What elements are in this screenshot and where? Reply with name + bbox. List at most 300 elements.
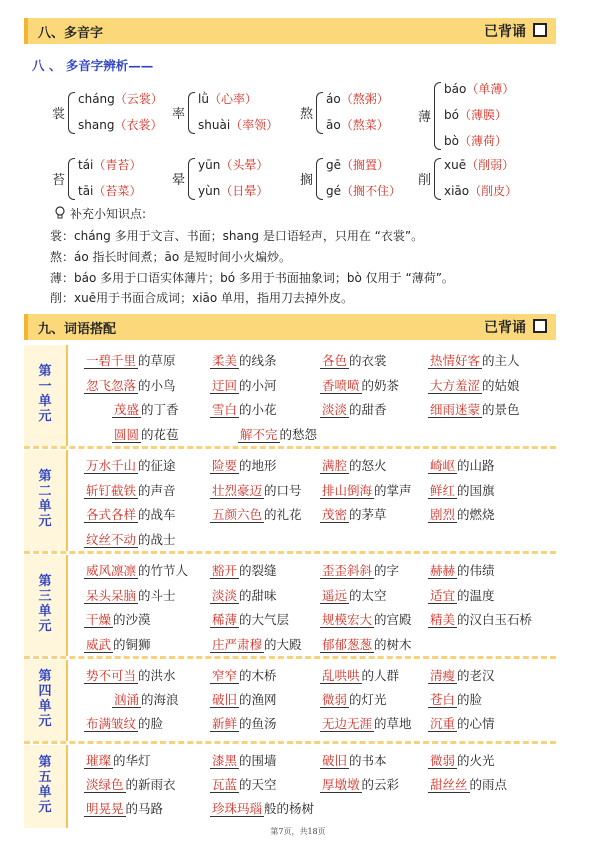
answer-word: 险要 — [212, 458, 238, 473]
answer-word: 厚墩墩 — [322, 777, 360, 792]
polyphone-char: 苔 — [52, 173, 66, 188]
noun-phrase: 的丁香 — [141, 402, 179, 417]
example-word: 搁不住 — [353, 184, 390, 198]
answer-word: 汹涌 — [114, 692, 140, 707]
polyphone-char: 晕 — [172, 173, 186, 188]
answer-word: 沉重 — [430, 716, 456, 731]
noun-phrase: 的奶茶 — [361, 377, 400, 393]
memorized-label: 已背诵 — [484, 24, 526, 40]
collocation-phrase — [210, 505, 302, 523]
polyphone-reading — [326, 116, 389, 133]
answer-word: 呆头呆脑 — [86, 587, 137, 603]
paren: （ — [466, 158, 479, 172]
example-word: 薄膜 — [470, 108, 495, 122]
paren: ） — [266, 118, 279, 132]
paren: （ — [114, 92, 127, 106]
noun-phrase: 的木桥 — [239, 668, 277, 683]
collocation-phrase — [320, 561, 399, 579]
collocation-phrase — [84, 530, 176, 548]
brace — [68, 158, 75, 200]
collocation-phrase — [320, 351, 387, 369]
memorized-label: 已背诵 — [484, 320, 526, 336]
pinyin: shuài — [198, 118, 231, 132]
collocation-phrase — [84, 666, 176, 684]
memorized-checkbox[interactable] — [533, 23, 547, 37]
noun-phrase: 的灯光 — [349, 692, 387, 707]
answer-word: 纹丝不动 — [86, 531, 137, 547]
noun-phrase: 的征途 — [138, 458, 176, 473]
collocation-phrase — [210, 481, 302, 499]
noun-phrase: 的燃烧 — [457, 507, 495, 522]
unit-label — [24, 345, 68, 446]
collocation-phrase — [84, 775, 176, 793]
polyphone-reading — [444, 106, 507, 123]
noun-phrase: 的战士 — [138, 531, 176, 547]
unit-label-text: 第五单元 — [38, 754, 52, 815]
collocation-phrase — [84, 586, 176, 604]
noun-phrase: 的山路 — [457, 458, 495, 473]
noun-phrase: 的马路 — [125, 801, 164, 816]
pinyin: tái — [78, 158, 94, 172]
noun-phrase: 的斗士 — [138, 587, 176, 603]
example-word: 衣裳 — [126, 118, 151, 132]
collocation-phrase — [320, 635, 412, 653]
answer-word: 甜丝丝 — [430, 777, 468, 792]
collocation-phrase — [84, 561, 188, 579]
paren: ） — [256, 158, 269, 172]
brace — [316, 158, 323, 200]
paren: ） — [376, 118, 389, 132]
example-word: 熬粥 — [352, 92, 377, 106]
noun-phrase: 的雨点 — [469, 777, 508, 792]
collocation-phrase — [428, 561, 495, 579]
answer-word: 威武 — [86, 636, 112, 652]
unit-label — [24, 555, 68, 656]
polyphone-reading — [198, 116, 278, 133]
answer-word: 圆圆 — [114, 426, 140, 442]
collocation-phrase — [210, 610, 289, 628]
noun-phrase: 的口号 — [264, 482, 302, 498]
collocation-phrase — [428, 610, 532, 628]
section-title: 八、多音字 — [38, 26, 104, 41]
tip-line: 削：xuē用于书面合成词；xiāo 单用，指用刀去掉外皮。 — [50, 291, 354, 305]
pinyin: tāi — [78, 184, 94, 198]
brace — [316, 92, 323, 134]
collocation-phrase — [320, 610, 412, 628]
noun-phrase: 的铜狮 — [113, 636, 151, 652]
answer-word: 稀薄 — [212, 612, 238, 627]
collocation-phrase — [84, 376, 176, 394]
answer-word: 布满皱纹 — [86, 716, 137, 731]
collocation-phrase — [428, 714, 495, 732]
unit-label-text: 第四单元 — [38, 668, 52, 729]
answer-word: 无边无涯 — [322, 716, 373, 731]
polyphone-reading — [198, 182, 268, 199]
paren: （ — [340, 92, 353, 106]
example-word: 日晕 — [232, 184, 257, 198]
paren: （ — [458, 108, 471, 122]
collocation-phrase — [210, 775, 277, 793]
answer-word: 适宜 — [430, 587, 456, 603]
answer-word: 满腔 — [322, 458, 348, 473]
paren: （ — [458, 134, 471, 148]
answer-word: 庄严肃穆 — [212, 636, 263, 652]
paren: （ — [469, 184, 482, 198]
collocation-phrase — [320, 400, 387, 418]
polyphone-char: 率 — [172, 107, 186, 122]
example-word: 青苔 — [105, 158, 130, 172]
collocation-phrase — [210, 635, 302, 653]
paren: ） — [129, 158, 142, 172]
polyphone-reading — [444, 132, 507, 149]
polyphone-reading — [444, 156, 514, 173]
answer-word: 新鲜 — [212, 716, 238, 731]
pinyin: shang — [78, 118, 115, 132]
noun-phrase: 的大气层 — [239, 612, 290, 627]
unit-label — [24, 745, 68, 828]
paren: （ — [220, 158, 233, 172]
collocation-phrase — [210, 751, 277, 769]
polyphone-reading — [326, 156, 389, 173]
noun-phrase: 的新雨衣 — [125, 777, 176, 792]
lightbulb-icon — [54, 206, 66, 220]
collocation-phrase — [428, 775, 507, 793]
answer-word: 豁开 — [212, 563, 238, 578]
noun-phrase: 的国旗 — [457, 482, 495, 498]
noun-phrase: 的花苞 — [141, 426, 179, 442]
noun-phrase: 的树木 — [374, 636, 412, 652]
paren: ） — [389, 184, 402, 198]
collocation-phrase — [320, 456, 387, 474]
noun-phrase: 的景色 — [482, 402, 520, 417]
example-word: 率领 — [242, 118, 267, 132]
answer-word: 规模宏大 — [322, 612, 373, 627]
collocation-phrase — [320, 666, 399, 684]
paren: （ — [93, 158, 106, 172]
paren: ） — [129, 184, 142, 198]
example-word: 削弱 — [478, 158, 503, 172]
answer-word: 崎岖 — [430, 458, 456, 473]
noun-phrase: 的草地 — [374, 716, 412, 731]
paren: （ — [114, 118, 127, 132]
example-word: 心率 — [220, 92, 245, 106]
memorized-checkbox[interactable] — [533, 319, 547, 333]
paren: ） — [502, 158, 515, 172]
noun-phrase: 的声音 — [138, 482, 176, 498]
answer-word: 歪歪斜斜 — [322, 563, 373, 578]
answer-word: 各式各样 — [86, 507, 137, 522]
paren: （ — [466, 82, 479, 96]
pinyin: yùn — [198, 184, 221, 198]
noun-phrase: 的草原 — [138, 353, 176, 368]
collocation-phrase — [320, 751, 387, 769]
paren: ） — [150, 92, 163, 106]
brace — [188, 158, 195, 200]
answer-word: 热情好客 — [430, 353, 481, 368]
pinyin: lǜ — [198, 92, 209, 106]
pinyin: xiāo — [444, 184, 470, 198]
answer-word: 赫赫 — [430, 563, 456, 578]
paren: （ — [230, 118, 243, 132]
answer-word: 淡淡 — [322, 402, 348, 417]
collocation-phrase — [428, 586, 495, 604]
collocation-phrase — [84, 481, 176, 499]
answer-word: 一碧千里 — [86, 353, 137, 368]
noun-phrase: 的掌声 — [374, 482, 412, 498]
collocation-phrase — [210, 799, 314, 817]
noun-phrase: 的裂缝 — [239, 563, 277, 578]
collocation-phrase — [210, 561, 277, 579]
collocation-phrase — [428, 505, 495, 523]
pinyin: yūn — [198, 158, 221, 172]
collocation-phrase — [84, 505, 176, 523]
answer-word: 忽飞忽落 — [86, 377, 137, 393]
collocation-phrase — [428, 376, 520, 394]
brace — [68, 92, 75, 134]
polyphone-reading — [198, 156, 268, 173]
pinyin: cháng — [78, 92, 115, 106]
noun-phrase: 的汉白玉石桥 — [457, 612, 533, 627]
noun-phrase: 的姑娘 — [482, 377, 520, 393]
unit-label — [24, 660, 68, 741]
noun-phrase: 的宫殿 — [374, 612, 412, 627]
collocation-phrase — [210, 456, 277, 474]
noun-phrase: 的战车 — [138, 507, 176, 522]
paren: （ — [220, 184, 233, 198]
example-word: 苔菜 — [105, 184, 130, 198]
answer-word: 威风凛凛 — [86, 563, 137, 578]
unit-label-text: 第一单元 — [38, 363, 52, 424]
noun-phrase: 的温度 — [457, 587, 495, 603]
noun-phrase: 的云彩 — [361, 777, 400, 792]
noun-phrase: 的甜味 — [239, 587, 277, 603]
answer-word: 微弱 — [430, 753, 456, 768]
answer-word: 窄窄 — [212, 668, 238, 683]
collocation-phrase — [84, 714, 163, 732]
paren: （ — [208, 92, 221, 106]
answer-word: 大方羞涩 — [430, 377, 481, 393]
unit-label-text: 第二单元 — [38, 468, 52, 529]
collocation-phrase — [84, 456, 176, 474]
unit-divider — [24, 446, 556, 449]
tip-line: 熬：áo 指长时间煮；āo 是短时间小火煸炒。 — [50, 250, 292, 264]
pinyin: xuē — [444, 158, 467, 172]
brace — [434, 158, 441, 200]
paren: ） — [495, 134, 508, 148]
noun-phrase: 的衣裳 — [349, 353, 387, 368]
noun-phrase: 的沙漠 — [113, 612, 151, 627]
answer-word: 苍白 — [430, 692, 456, 707]
answer-word: 微弱 — [322, 692, 348, 707]
collocation-phrase — [112, 400, 179, 418]
collocation-phrase — [112, 690, 179, 708]
polyphone-reading — [198, 90, 257, 107]
collocation-phrase — [428, 751, 495, 769]
noun-phrase: 的愁怨 — [279, 426, 318, 442]
tip-line: 裳：cháng 多用于文言、书面；shang 是口语轻声，只用在 “衣裳”。 — [50, 229, 424, 243]
collocation-phrase — [320, 481, 412, 499]
noun-phrase: 的华灯 — [113, 753, 151, 768]
pinyin: báo — [444, 82, 467, 96]
paren: （ — [93, 184, 106, 198]
paren: ） — [150, 118, 163, 132]
collocation-phrase — [210, 376, 277, 394]
paren: （ — [341, 184, 354, 198]
pinyin: gē — [326, 158, 341, 172]
noun-phrase: 的书本 — [349, 753, 387, 768]
polyphone-reading — [326, 182, 401, 199]
answer-word: 遥远 — [322, 587, 348, 603]
section-header-polyphones — [24, 18, 556, 44]
example-word: 薄荷 — [470, 134, 495, 148]
answer-word: 细雨迷蒙 — [430, 402, 481, 417]
noun-phrase: 的洪水 — [138, 668, 176, 683]
collocation-phrase — [320, 714, 412, 732]
section-header-collocations — [24, 314, 556, 340]
example-word: 熬菜 — [352, 118, 377, 132]
subsection-title: 八 、 多音字辨析—— — [32, 58, 154, 73]
collocation-phrase — [320, 690, 387, 708]
collocation-phrase — [210, 666, 277, 684]
polyphone-reading — [444, 182, 517, 199]
polyphone-char: 裳 — [52, 107, 66, 122]
noun-phrase: 的主人 — [482, 353, 520, 368]
noun-phrase: 的伟绩 — [457, 563, 495, 578]
answer-word: 清瘦 — [430, 668, 456, 683]
answer-word: 排山倒海 — [322, 482, 373, 498]
noun-phrase: 的大殿 — [264, 636, 302, 652]
answer-word: 各色 — [322, 353, 348, 368]
example-word: 云裳 — [126, 92, 151, 106]
pinyin: bó — [444, 108, 459, 122]
pinyin: bò — [444, 134, 459, 148]
answer-word: 瓦蓝 — [212, 777, 238, 792]
answer-word: 淡绿色 — [86, 777, 124, 792]
brace — [188, 92, 195, 134]
noun-phrase: 的怒火 — [349, 458, 387, 473]
collocation-phrase — [428, 351, 520, 369]
noun-phrase: 的人群 — [361, 668, 400, 683]
collocation-phrase — [428, 690, 482, 708]
collocation-phrase — [320, 586, 387, 604]
noun-phrase: 的茅草 — [349, 507, 387, 522]
noun-phrase: 的老汉 — [457, 668, 495, 683]
answer-word: 精美 — [430, 612, 456, 627]
noun-phrase: 的礼花 — [264, 507, 302, 522]
noun-phrase: 的字 — [374, 563, 400, 578]
polyphone-char: 削 — [418, 173, 432, 188]
polyphone-char: 熬 — [300, 107, 314, 122]
unit-divider — [24, 656, 556, 659]
answer-word: 壮烈豪迈 — [212, 482, 263, 498]
answer-word: 茂密 — [322, 507, 348, 522]
noun-phrase: 的小花 — [239, 402, 277, 417]
collocation-phrase — [210, 351, 277, 369]
paren: （ — [340, 118, 353, 132]
example-word: 削皮 — [481, 184, 506, 198]
unit-label — [24, 450, 68, 551]
example-word: 单薄 — [478, 82, 503, 96]
collocation-phrase — [84, 610, 151, 628]
collocation-phrase — [84, 351, 176, 369]
collocation-phrase — [428, 400, 520, 418]
collocation-phrase — [210, 400, 277, 418]
answer-word: 破旧 — [212, 692, 238, 707]
answer-word: 破旧 — [322, 753, 348, 768]
paren: （ — [341, 158, 354, 172]
noun-phrase: 的线条 — [239, 353, 277, 368]
collocation-phrase — [320, 505, 387, 523]
unit-divider — [24, 551, 556, 554]
polyphone-reading — [326, 90, 389, 107]
collocation-phrase — [84, 799, 163, 817]
answer-word: 雪白 — [212, 402, 238, 417]
answer-word: 乱哄哄 — [322, 668, 360, 683]
polyphone-reading — [78, 116, 162, 133]
paren: ） — [377, 158, 390, 172]
noun-phrase: 的火光 — [457, 753, 495, 768]
answer-word: 郁郁葱葱 — [322, 636, 373, 652]
brace — [434, 82, 441, 150]
answer-word: 解不完 — [240, 426, 278, 442]
example-word: 头晕 — [232, 158, 257, 172]
collocation-phrase — [238, 425, 317, 443]
answer-word: 迂回 — [212, 377, 238, 393]
noun-phrase: 的天空 — [239, 777, 277, 792]
answer-word: 干燥 — [86, 612, 112, 627]
unit-label-text: 第三单元 — [38, 573, 52, 634]
polyphone-reading — [78, 156, 141, 173]
paren: ） — [502, 82, 515, 96]
polyphone-reading — [78, 90, 163, 107]
polyphone-char: 薄 — [418, 110, 432, 125]
collocation-phrase — [428, 456, 495, 474]
unit-divider — [24, 741, 556, 744]
answer-word: 柔美 — [212, 353, 238, 368]
answer-word: 势不可当 — [86, 668, 137, 683]
collocation-phrase — [210, 714, 277, 732]
answer-word: 珍珠玛瑙 — [212, 801, 263, 816]
polyphone-reading — [444, 80, 514, 97]
section-title: 九、词语搭配 — [38, 322, 117, 337]
answer-word: 万水千山 — [86, 458, 137, 473]
collocation-phrase — [112, 425, 179, 443]
collocation-phrase — [320, 376, 399, 394]
collocation-phrase — [84, 635, 151, 653]
answer-word: 斩钉截铁 — [86, 482, 137, 498]
answer-word: 鲜红 — [430, 482, 456, 498]
page-footer: 第7页，共18页 — [270, 827, 326, 836]
paren: ） — [376, 92, 389, 106]
noun-phrase: 的脸 — [138, 716, 164, 731]
pinyin: áo — [326, 92, 341, 106]
answer-word: 淡淡 — [212, 587, 238, 603]
tips-title: 补充小知识点: — [70, 207, 147, 221]
tip-line: 薄：báo 多用于口语实体薄片；bó 多用于书面抽象词；bò 仅用于 “薄荷”。 — [50, 271, 454, 285]
collocation-phrase — [428, 481, 495, 499]
noun-phrase: 的渔网 — [239, 692, 277, 707]
paren: ） — [495, 108, 508, 122]
noun-phrase: 的海浪 — [141, 692, 179, 707]
noun-phrase: 的太空 — [349, 587, 387, 603]
noun-phrase: 的地形 — [239, 458, 277, 473]
answer-word: 剧烈 — [430, 507, 456, 522]
collocation-phrase — [210, 586, 277, 604]
collocation-phrase — [210, 690, 277, 708]
collocation-phrase — [320, 775, 399, 793]
polyphone-char: 搁 — [300, 173, 314, 188]
answer-word: 香喷喷 — [322, 377, 360, 393]
